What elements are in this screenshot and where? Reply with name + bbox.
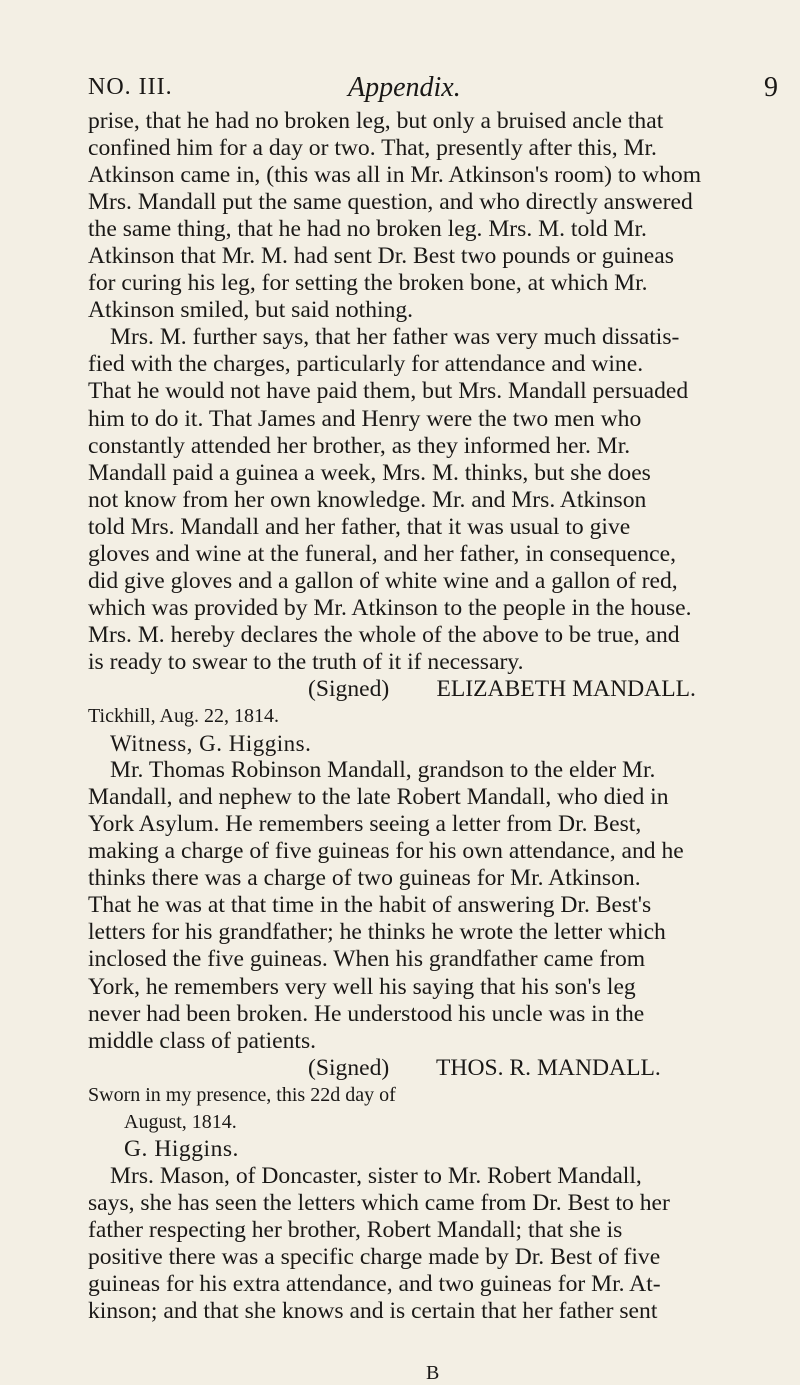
running-title: Appendix. bbox=[348, 72, 461, 103]
text-line: constantly attended her brother, as they informed her. Mr. bbox=[88, 432, 631, 459]
text-line: Mandall paid a guinea a week, Mrs. M. thinks, but she does bbox=[88, 459, 651, 486]
text-line: Mr. Thomas Robinson Mandall, grandson to the elder Mr. bbox=[110, 757, 656, 784]
text-line: positive there was a specific charge made by Dr. Best of five bbox=[88, 1243, 661, 1270]
page-header bbox=[88, 72, 778, 106]
text-line: confined him for a day or two. That, presently after this, Mr. bbox=[88, 135, 657, 162]
text-line: middle class of patients. bbox=[88, 1027, 317, 1054]
appendix-number: NO. III. bbox=[88, 74, 173, 100]
text-line: did give gloves and a gallon of white wine and a gallon of red, bbox=[88, 567, 678, 594]
place-date: Tickhill, Aug. 22, 1814. bbox=[88, 705, 279, 728]
text-line: Mrs. M. further says, that her father was very much dissatis- bbox=[110, 324, 680, 351]
text-line: told Mrs. Mandall and her father, that it was usual to give bbox=[88, 513, 631, 540]
sworn-statement: Sworn in my presence, this 22d day of bbox=[88, 1083, 396, 1106]
text-line: That he was at that time in the habit of answering Dr. Best's bbox=[88, 892, 652, 919]
text-line: for curing his leg, for setting the broken bone, at which Mr. bbox=[88, 270, 648, 297]
text-line: fied with the charges, particularly for attendance and wine. bbox=[88, 351, 644, 378]
text-line: says, she has seen the letters which came from Dr. Best to her bbox=[88, 1189, 670, 1216]
text-line: the same thing, that he had no broken leg. Mrs. M. told Mr. bbox=[88, 216, 647, 243]
text-line: thinks there was a charge of two guineas for Mr. Atkinson. bbox=[88, 865, 641, 892]
text-line: guineas for his extra attendance, and two guineas for Mr. At- bbox=[88, 1271, 661, 1298]
text-line: Atkinson came in, (this was all in Mr. Atkinson's room) to whom bbox=[88, 162, 702, 189]
text-line: him to do it. That James and Henry were the two men who bbox=[88, 405, 642, 432]
text-line: letters for his grandfather; he thinks he wrote the letter which bbox=[88, 919, 666, 946]
paragraph-3 bbox=[88, 757, 782, 1055]
paragraph-4 bbox=[88, 1163, 782, 1325]
signature-mark: B bbox=[426, 1362, 440, 1384]
text-line: York Asylum. He remembers seeing a letter from Dr. Best, bbox=[88, 811, 642, 838]
text-line: Atkinson smiled, but said nothing. bbox=[88, 297, 414, 324]
body-text bbox=[88, 108, 782, 1325]
text-line: prise, that he had no broken leg, but only a bruised ancle that bbox=[88, 108, 664, 134]
text-line: which was provided by Mr. Atkinson to the people in the house. bbox=[88, 594, 692, 621]
text-line: Mrs. Mandall put the same question, and who directly answered bbox=[88, 189, 693, 216]
text-line: making a charge of five guineas for his own attendance, and he bbox=[88, 838, 684, 865]
sworn-witness-name: G. Higgins. bbox=[124, 1135, 239, 1162]
page-number: 9 bbox=[764, 72, 778, 103]
text-line: Atkinson that Mr. M. had sent Dr. Best two pounds or guineas bbox=[88, 243, 674, 270]
signature-thos-mandall: (Signed) THOS. R. MANDALL. bbox=[308, 1054, 661, 1081]
sworn-date: August, 1814. bbox=[124, 1110, 237, 1133]
text-line: That he would not have paid them, but Mrs. Mandall persuaded bbox=[88, 378, 689, 405]
text-line: is ready to swear to the truth of it if necessary. bbox=[88, 648, 524, 675]
witness-line: Witness, G. Higgins. bbox=[110, 731, 312, 757]
text-line: gloves and wine at the funeral, and her father, in consequence, bbox=[88, 540, 677, 567]
text-line: kinson; and that she knows and is certain that her father sent bbox=[88, 1298, 658, 1325]
text-line: Mandall, and nephew to the late Robert Mandall, who died in bbox=[88, 784, 669, 811]
text-line: not know from her own knowledge. Mr. and Mrs. Atkinson bbox=[88, 486, 647, 513]
text-line: York, he remembers very well his saying that his son's leg bbox=[88, 973, 636, 1000]
text-line: Mrs. M. hereby declares the whole of the above to be true, and bbox=[88, 621, 680, 648]
paragraph-2 bbox=[88, 324, 782, 676]
text-line: never had been broken. He understood his uncle was in the bbox=[88, 1000, 645, 1027]
text-line: inclosed the five guineas. When his grandfather came from bbox=[88, 946, 646, 973]
paragraph-1 bbox=[88, 108, 782, 324]
signature-elizabeth-mandall: (Signed) ELIZABETH MANDALL. bbox=[308, 675, 696, 702]
text-line: Mrs. Mason, of Doncaster, sister to Mr. Robert Mandall, bbox=[110, 1162, 642, 1189]
text-line: father respecting her brother, Robert Mandall; that she is bbox=[88, 1216, 623, 1243]
